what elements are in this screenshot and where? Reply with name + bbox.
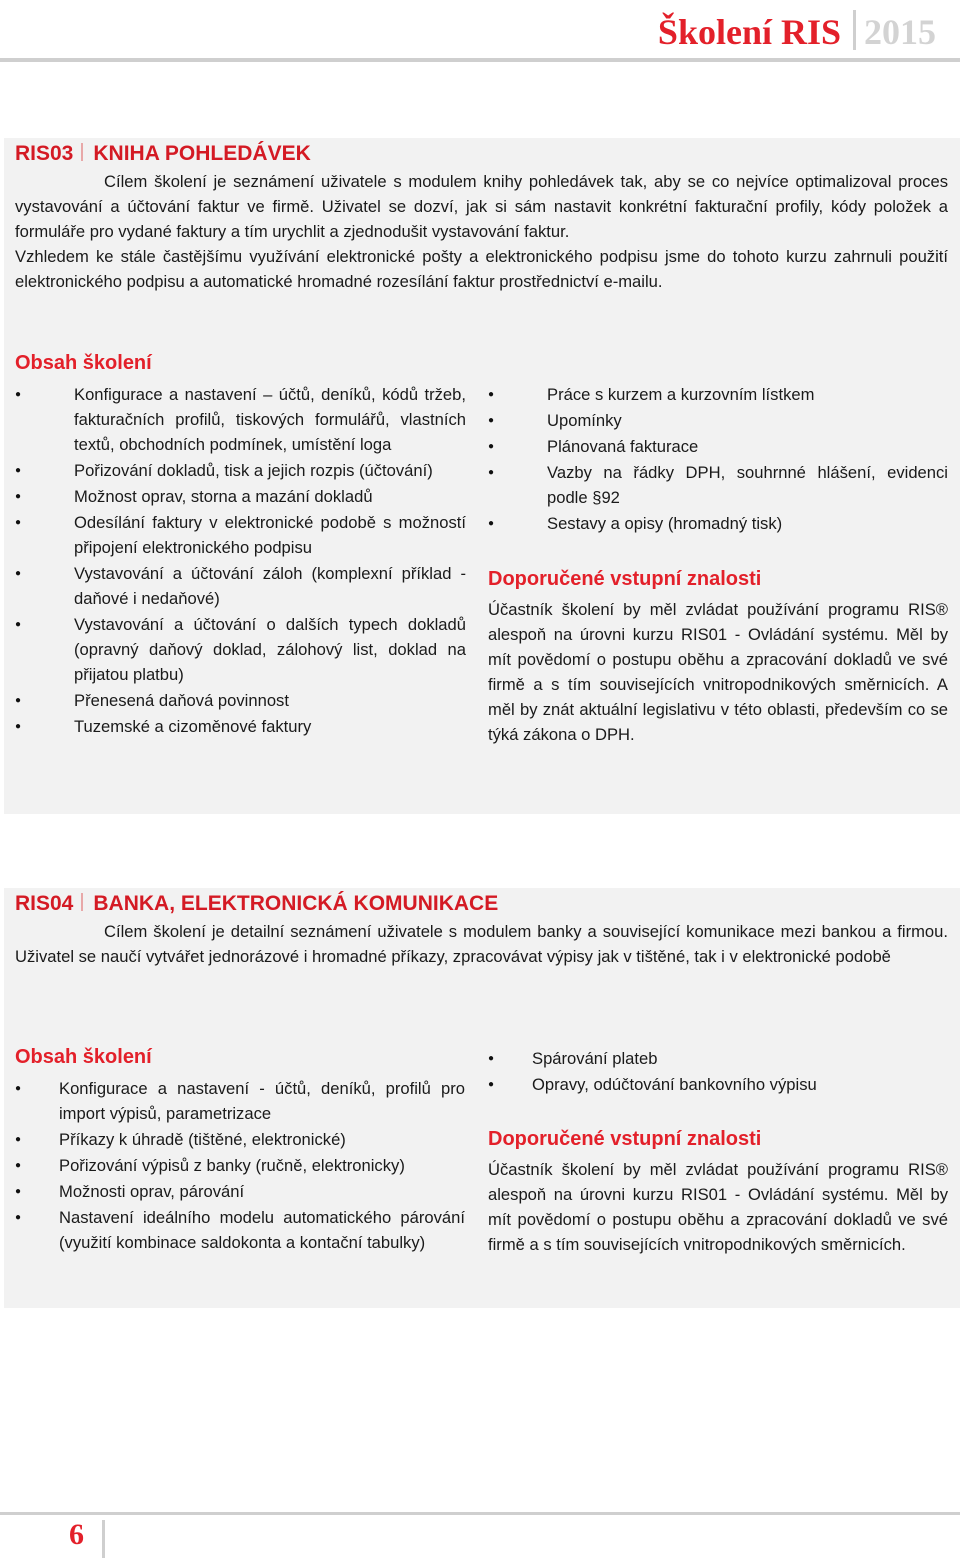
content-heading: Obsah školení bbox=[15, 1046, 152, 1068]
list-item: ● Upomínky bbox=[488, 408, 948, 433]
prereq-heading: Doporučené vstupní znalosti bbox=[488, 568, 762, 590]
prereq-text: Účastník školení by měl zvládat používání programu RIS® alespoň na úrovni kurzu RIS01 - Ovládání systému. Měl by mít povědomí o postupu oběhu a zpracování dokladů ve své firmě a s tím souvisejících vnitropodnikových směrnicích. bbox=[488, 1160, 948, 1254]
intro-paragraph: Cílem školení je seznámení uživatele s modulem knihy pohledávek tak, aby se co nejvíce optimalizoval proces vystavování a účtování faktur ve firmě. Uživatel se dozví, jak si sám nastavit konkrétní fakturační profily, kódy položek a formuláře pro vydané faktury a tím urychlit a zjednodušit vystavování faktur. bbox=[15, 172, 948, 241]
title-separator bbox=[81, 143, 83, 161]
list-item: ● Konfigurace a nastavení – účtů, deníků, kódů tržeb, fakturačních profilů, tiskových formulářů, vlastních textů, obchodních podmínek, umístění loga bbox=[15, 382, 466, 457]
course-intro bbox=[15, 169, 948, 294]
list-item: ● Plánovaná fakturace bbox=[488, 434, 948, 459]
prereq-text: Účastník školení by měl zvládat používání programu RIS® alespoň na úrovni kurzu RIS01 - Ovládání systému. Měl by mít povědomí o postupu oběhu a zpracování dokladů ve své firmě a s tím souvisejících vnitropodnikových směrnicích. A měl by znát aktuální legislativu v této oblasti, především co se týká zákona o DPH. bbox=[488, 600, 948, 744]
list-item: ● Práce s kurzem a kurzovním lístkem bbox=[488, 382, 948, 407]
content-list-right bbox=[488, 1046, 948, 1098]
list-item: ● Opravy, odúčtování bankovního výpisu bbox=[488, 1072, 948, 1097]
course-section-ris04 bbox=[4, 888, 960, 1308]
list-item: ● Konfigurace a nastavení - účtů, deníků, profilů pro import výpisů, parametrizace bbox=[15, 1076, 465, 1126]
title-separator bbox=[81, 893, 83, 911]
content-heading: Obsah školení bbox=[15, 352, 152, 374]
course-code: RIS03 bbox=[15, 142, 74, 165]
section-title bbox=[15, 142, 311, 166]
intro-paragraph: Vzhledem ke stále častějšímu využívání elektronické pošty a elektronického podpisu jsme do tohoto kurzu zahrnuli použití elektronického podpisu a automatické hromadné rozesílání faktur prostřednictví e-mailu. bbox=[15, 247, 948, 291]
list-item: ● Pořizování dokladů, tisk a jejich rozpis (účtování) bbox=[15, 458, 466, 483]
list-item: ● Přenesená daňová povinnost bbox=[15, 688, 466, 713]
content-list-left bbox=[15, 382, 466, 740]
header-title: Školení RIS bbox=[657, 12, 841, 52]
header-separator bbox=[853, 10, 856, 50]
list-item: ● Vazby na řádky DPH, souhrnné hlášení, evidenci podle §92 bbox=[488, 460, 948, 510]
section-title bbox=[15, 892, 498, 916]
footer-rule bbox=[0, 1512, 960, 1515]
list-item: ● Příkazy k úhradě (tištěné, elektronické) bbox=[15, 1127, 465, 1152]
intro-paragraph: Cílem školení je detailní seznámení uživatele s modulem banky a související komunikace mezi bankou a firmou. Uživatel se naučí vytvářet jednorázové i hromadné příkazy, zpracovávat výpisy jak v tištěné, tak i v elektronické podobě bbox=[15, 922, 948, 966]
header-rule bbox=[0, 58, 960, 62]
content-list-right bbox=[488, 382, 948, 537]
list-item: ● Možnosti oprav, párování bbox=[15, 1179, 465, 1204]
page-number: 6 bbox=[69, 1518, 84, 1551]
prereq-heading: Doporučené vstupní znalosti bbox=[488, 1128, 762, 1150]
list-item: ● Spárování plateb bbox=[488, 1046, 948, 1071]
list-item: ● Sestavy a opisy (hromadný tisk) bbox=[488, 511, 948, 536]
document-header-title bbox=[658, 10, 936, 53]
list-item: ● Vystavování a účtování o dalších typech dokladů (opravný daňový doklad, zálohový list, doklad na přijatou platbu) bbox=[15, 612, 466, 687]
course-name: BANKA, ELEKTRONICKÁ KOMUNIKACE bbox=[93, 892, 499, 915]
course-section-ris03 bbox=[4, 138, 960, 814]
course-code: RIS04 bbox=[15, 892, 74, 915]
list-item: ● Vystavování a účtování záloh (komplexní příklad - daňové i nedaňové) bbox=[15, 561, 466, 611]
content-list-left bbox=[15, 1076, 465, 1256]
list-item: ● Odesílání faktury v elektronické podobě s možností připojení elektronického podpisu bbox=[15, 510, 466, 560]
header-year: 2015 bbox=[864, 12, 936, 52]
course-intro bbox=[15, 919, 948, 969]
page-number-separator bbox=[102, 1520, 105, 1558]
list-item: ● Tuzemské a cizoměnové faktury bbox=[15, 714, 466, 739]
course-name: KNIHA POHLEDÁVEK bbox=[93, 142, 311, 165]
list-item: ● Nastavení ideálního modelu automatického párování (využití kombinace saldokonta a kontační tabulky) bbox=[15, 1205, 465, 1255]
list-item: ● Možnost oprav, storna a mazání dokladů bbox=[15, 484, 466, 509]
list-item: ● Pořizování výpisů z banky (ručně, elektronicky) bbox=[15, 1153, 465, 1178]
